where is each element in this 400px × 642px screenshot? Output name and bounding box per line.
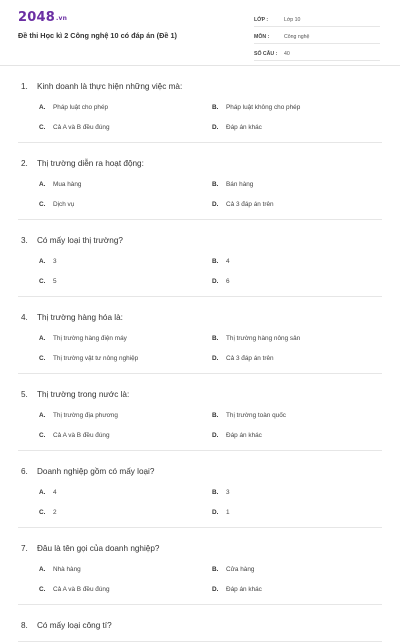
- question-heading: [21, 467, 382, 476]
- answer-option[interactable]: [39, 335, 212, 342]
- meta-row-class: [254, 14, 380, 27]
- answer-option[interactable]: [39, 124, 212, 131]
- answer-text: 3: [226, 489, 230, 496]
- answer-text: Cả A và B đều đúng: [53, 124, 110, 131]
- answer-option[interactable]: [212, 335, 385, 342]
- answer-text: Mua hàng: [53, 181, 82, 188]
- meta-label: SỐ CÂU :: [254, 51, 278, 57]
- answer-key: B.: [212, 335, 219, 342]
- question-block: [18, 528, 382, 605]
- answer-key: B.: [212, 489, 219, 496]
- answer-key: B.: [212, 104, 219, 111]
- question-text: Đâu là tên gọi của doanh nghiệp?: [37, 544, 160, 553]
- answer-text: Cả A và B đều đúng: [53, 432, 110, 439]
- question-number: 6.: [21, 467, 28, 476]
- answer-key: A.: [39, 412, 46, 419]
- meta-value: Công nghệ: [284, 34, 310, 40]
- answer-text: Cả 3 đáp án trên: [226, 355, 274, 362]
- question-heading: [21, 544, 382, 553]
- answer-key: D.: [212, 586, 219, 593]
- answer-options: [39, 258, 382, 285]
- answer-text: Đáp án khác: [226, 586, 262, 593]
- question-list: [0, 66, 400, 642]
- answer-key: C.: [39, 586, 46, 593]
- answer-options: [39, 489, 382, 516]
- answer-text: Pháp luật cho phép: [53, 104, 109, 111]
- answer-text: Thị trường hàng điện máy: [53, 335, 127, 342]
- answer-key: A.: [39, 258, 46, 265]
- answer-option[interactable]: [212, 258, 385, 265]
- question-text: Thị trường hàng hóa là:: [37, 313, 123, 322]
- answer-key: C.: [39, 509, 46, 516]
- meta-row-subject: [254, 31, 380, 44]
- answer-key: C.: [39, 432, 46, 439]
- answer-key: B.: [212, 412, 219, 419]
- question-heading: [21, 313, 382, 322]
- answer-text: Bán hàng: [226, 181, 254, 188]
- question-number: 7.: [21, 544, 28, 553]
- question-block: [18, 143, 382, 220]
- answer-options: [39, 181, 382, 208]
- answer-key: D.: [212, 124, 219, 131]
- meta-row-count: [254, 48, 380, 61]
- answer-text: Thị trường vật tư nông nghiệp: [53, 355, 139, 362]
- answer-text: 4: [53, 489, 57, 496]
- question-text: Thị trường trong nước là:: [37, 390, 130, 399]
- answer-text: Thị trường hàng nông sản: [226, 335, 301, 342]
- question-block: [18, 451, 382, 528]
- answer-option[interactable]: [39, 566, 212, 573]
- answer-text: 6: [226, 278, 230, 285]
- answer-text: 3: [53, 258, 57, 265]
- answer-key: D.: [212, 355, 219, 362]
- answer-key: B.: [212, 258, 219, 265]
- answer-text: Thị trường toàn quốc: [226, 412, 286, 419]
- answer-key: A.: [39, 104, 46, 111]
- answer-key: C.: [39, 201, 46, 208]
- answer-text: Cửa hàng: [226, 566, 255, 573]
- question-text: Kinh doanh là thực hiện những việc mà:: [37, 82, 183, 91]
- question-text: Có mấy loại thị trường?: [37, 236, 123, 245]
- answer-options: [39, 566, 382, 593]
- question-number: 8.: [21, 621, 28, 630]
- answer-option[interactable]: [212, 355, 385, 362]
- question-heading: [21, 236, 382, 245]
- answer-option[interactable]: [212, 509, 385, 516]
- question-block: [18, 66, 382, 143]
- question-block: [18, 297, 382, 374]
- question-number: 3.: [21, 236, 28, 245]
- question-number: 2.: [21, 159, 28, 168]
- exam-header: [0, 0, 400, 66]
- answer-key: A.: [39, 566, 46, 573]
- question-text: Có mấy loại công tí?: [37, 621, 112, 630]
- answer-option[interactable]: [39, 509, 212, 516]
- answer-options: [39, 104, 382, 131]
- question-block: [18, 605, 382, 642]
- question-heading: [21, 621, 382, 630]
- answer-option[interactable]: [212, 566, 385, 573]
- answer-option[interactable]: [212, 124, 385, 131]
- answer-text: Nhà hàng: [53, 566, 81, 573]
- meta-value: 40: [284, 51, 290, 57]
- answer-key: D.: [212, 278, 219, 285]
- answer-option[interactable]: [212, 432, 385, 439]
- question-text: Thị trường diễn ra hoạt động:: [37, 159, 144, 168]
- answer-options: [39, 335, 382, 362]
- answer-option[interactable]: [39, 432, 212, 439]
- answer-option[interactable]: [212, 278, 385, 285]
- answer-option[interactable]: [212, 201, 385, 208]
- answer-option[interactable]: [39, 489, 212, 496]
- question-heading: [21, 390, 382, 399]
- question-number: 5.: [21, 390, 28, 399]
- meta-label: LỚP :: [254, 17, 269, 23]
- answer-options: [39, 412, 382, 439]
- answer-option[interactable]: [39, 412, 212, 419]
- answer-key: D.: [212, 432, 219, 439]
- answer-option[interactable]: [212, 181, 385, 188]
- answer-key: B.: [212, 566, 219, 573]
- question-block: [18, 220, 382, 297]
- answer-option[interactable]: [39, 355, 212, 362]
- answer-option[interactable]: [39, 258, 212, 265]
- question-number: 1.: [21, 82, 28, 91]
- question-heading: [21, 159, 382, 168]
- exam-meta: [254, 14, 380, 65]
- question-text: Doanh nghiệp gồm có mấy loại?: [37, 467, 155, 476]
- answer-text: Dịch vụ: [53, 201, 75, 208]
- answer-key: A.: [39, 335, 46, 342]
- answer-option[interactable]: [39, 181, 212, 188]
- answer-key: A.: [39, 489, 46, 496]
- answer-text: Cả 3 đáp án trên: [226, 201, 274, 208]
- answer-option[interactable]: [39, 104, 212, 111]
- answer-key: A.: [39, 181, 46, 188]
- exam-title: Đề thi Học kì 2 Công nghệ 10 có đáp án (Đề 1): [18, 31, 177, 40]
- answer-text: Đáp án khác: [226, 432, 262, 439]
- answer-key: C.: [39, 355, 46, 362]
- answer-key: B.: [212, 181, 219, 188]
- answer-key: D.: [212, 509, 219, 516]
- meta-label: MÔN :: [254, 34, 270, 40]
- question-number: 4.: [21, 313, 28, 322]
- answer-option[interactable]: [39, 586, 212, 593]
- logo-suffix: .vn: [55, 15, 68, 22]
- answer-text: Cả A và B đều đúng: [53, 586, 110, 593]
- logo-main: 2048: [18, 10, 55, 25]
- meta-value: Lớp 10: [284, 17, 301, 23]
- answer-option[interactable]: [39, 278, 212, 285]
- answer-text: 1: [226, 509, 230, 516]
- answer-option[interactable]: [212, 412, 385, 419]
- answer-option[interactable]: [212, 586, 385, 593]
- answer-key: D.: [212, 201, 219, 208]
- answer-option[interactable]: [212, 489, 385, 496]
- answer-option[interactable]: [39, 201, 212, 208]
- answer-text: Đáp án khác: [226, 124, 262, 131]
- answer-text: 4: [226, 258, 230, 265]
- answer-key: C.: [39, 278, 46, 285]
- answer-text: Pháp luật không cho phép: [226, 104, 301, 111]
- answer-text: Thị trường địa phương: [53, 412, 118, 419]
- answer-key: C.: [39, 124, 46, 131]
- question-block: [18, 374, 382, 451]
- answer-option[interactable]: [212, 104, 385, 111]
- question-heading: [21, 82, 382, 91]
- answer-text: 5: [53, 278, 57, 285]
- answer-text: 2: [53, 509, 57, 516]
